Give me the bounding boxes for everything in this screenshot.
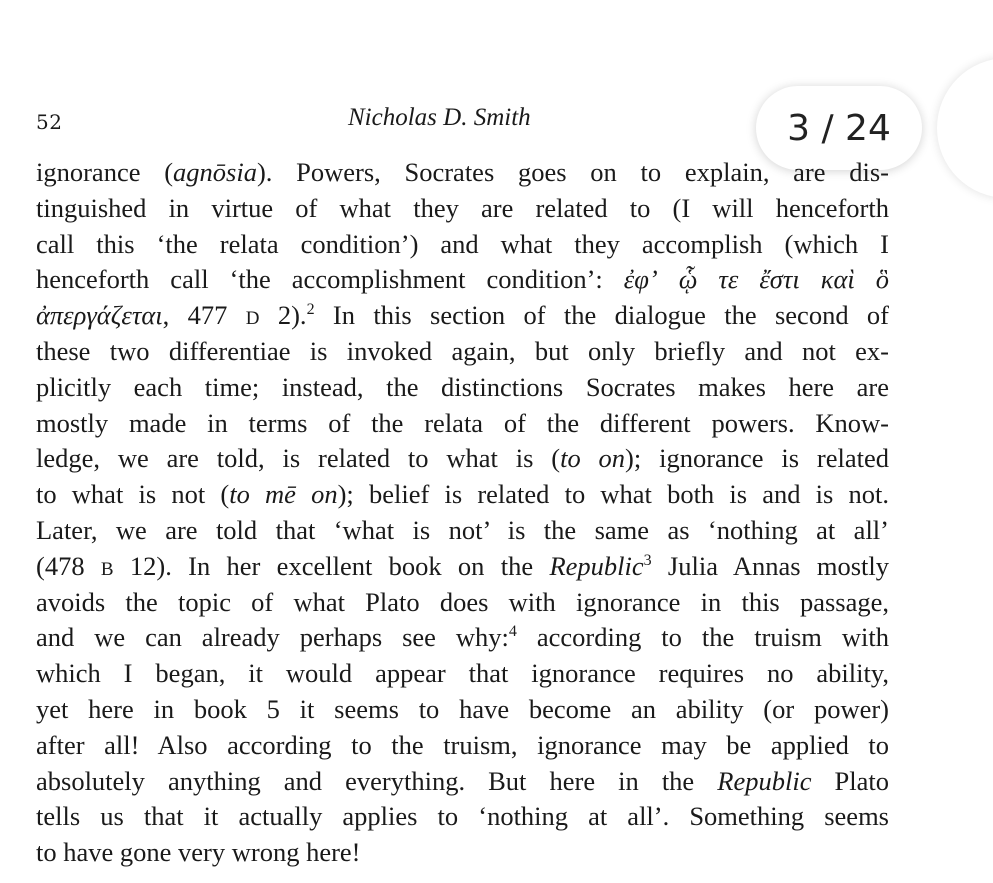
text-line: Later, we are told that ‘what is not’ is the same as ‘nothing at all’: [36, 514, 889, 545]
text-line: call this ‘the relata condition’) and what they accomplish (which I: [36, 228, 889, 259]
greek-quote: ἐφʼ ᾧ τε ἔστι καὶ ὃ: [623, 264, 889, 295]
text-line: ledge, we are told, is related to what is (to on); ignorance is related: [36, 443, 889, 474]
footnote-ref: 2: [306, 301, 315, 319]
text-line: tinguished in virtue of what they are related to (I will henceforth: [36, 192, 889, 223]
text-line: to what is not (to mē on); belief is related to what both is and is not.: [36, 479, 889, 510]
page-number: 52: [36, 110, 63, 134]
text-line: ἀπεργάζεται, 477 d 2).$^2$ In this section of the dialogue the second of: [36, 300, 890, 331]
text-line: mostly made in terms of the relata of the different powers. Know-: [36, 407, 889, 438]
greek-quote: ἀπεργάζεται: [36, 300, 163, 331]
text-line: ignorance (agnōsia). Powers, Socrates goes on to explain, are dis-: [36, 157, 889, 187]
text-line: henceforth call ‘the accomplishment condition’: ἐφʼ ᾧ τε ἔστι καὶ ὃ: [36, 264, 889, 295]
page-indicator: 3 / 24: [756, 86, 922, 170]
text-line: yet here in book 5 it seems to have become an ability (or power): [36, 693, 889, 724]
text-line: (478 b 12). In her excellent book on the Republic$^3$ Julia Annas mostly: [36, 550, 890, 581]
text-line: avoids the topic of what Plato does with ignorance in this passage,: [36, 586, 889, 617]
footnote-ref: 4: [508, 623, 517, 641]
text-line: absolutely anything and everything. But here in the Republic Plato: [36, 765, 889, 796]
text-line: these two differentiae is invoked again, but only briefly and not ex-: [36, 335, 889, 366]
text-line: tells us that it actually applies to ‘nothing at all’. Something seems: [36, 801, 889, 832]
text-line: to have gone very wrong here!: [36, 837, 361, 868]
text-line: and we can already perhaps see why:$^4$ according to the truism with: [36, 622, 889, 653]
footnote-ref: 3: [643, 551, 652, 569]
running-head: Nicholas D. Smith: [348, 104, 531, 131]
text-line: which I began, it would appear that ignorance requires no ability,: [36, 658, 889, 689]
text-line: after all! Also according to the truism, ignorance may be applied to: [36, 729, 889, 760]
side-panel-button[interactable]: [937, 58, 993, 198]
text-line: plicitly each time; instead, the distinctions Socrates makes here are: [36, 371, 889, 402]
body-text: [36, 155, 889, 871]
